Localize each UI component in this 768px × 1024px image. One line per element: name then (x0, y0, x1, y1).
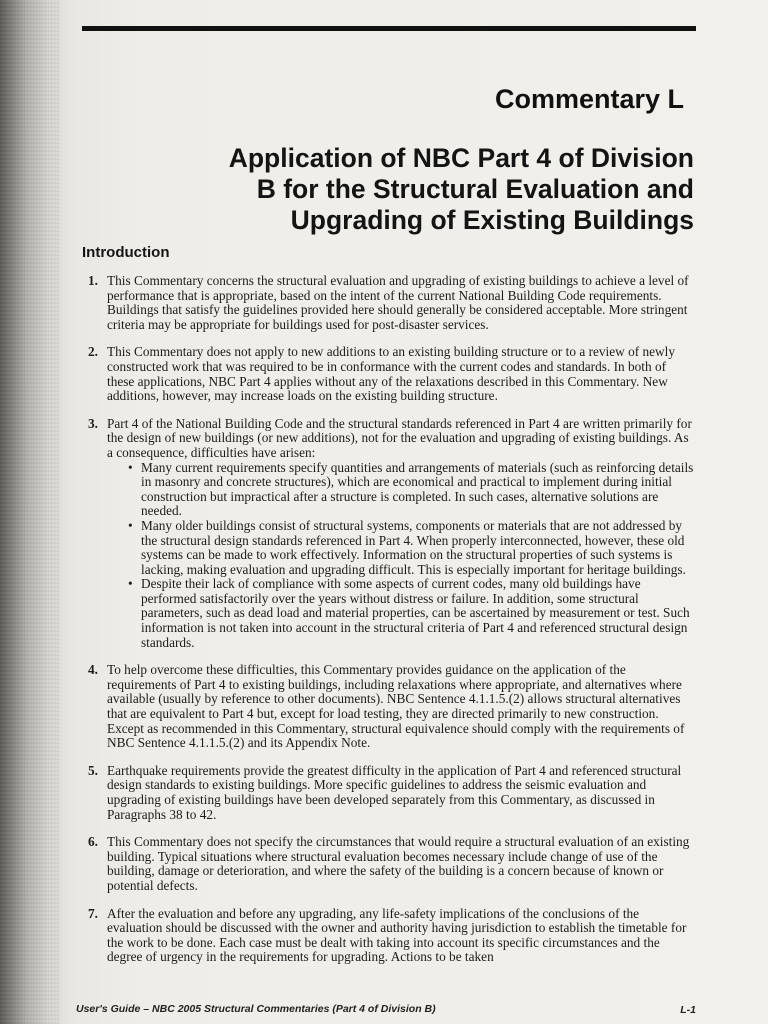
paragraph-5 (88, 764, 696, 822)
paragraph-text: Part 4 of the National Building Code and the structural standards referenced in Part 4 are written primarily for the design of new buildings (or new additions), not for the evaluation and upgrading of existing buildings. As a consequence, difficulties have arisen: (107, 415, 692, 460)
page-number: L-1 (680, 1004, 696, 1016)
paragraph-text: Earthquake requirements provide the greatest difficulty in the application of Part 4 and referenced structural design standards to existing buildings. More specific guidelines to address the seismic evaluation and upgrading of existing buildings have been developed separately from this Commentary, as discussed in Paragraphs 38 to 42. (107, 762, 682, 822)
footer-title: User's Guide – NBC 2005 Structural Commentaries (Part 4 of Division B) (76, 1003, 436, 1015)
page-title (94, 143, 694, 236)
paragraph-text: To help overcome these difficulties, this Commentary provides guidance on the application of the requirements of Part 4 to existing buildings, including relaxations where appropriate, and alternatives where available (usually by reference to other documents). NBC Sentence 4.1.1.5.(2) allows structural alternatives that are equivalent to Part 4 but, except for load testing, they are directed primarily to new construction. Except as recommended in this Commentary, structural equivalence should comply with the requirements of NBC Sentence 4.1.1.5.(2) and its Appendix Note. (107, 662, 685, 751)
section-heading: Introduction (82, 244, 170, 261)
paragraph-number: 7. (88, 905, 98, 921)
title-line: Application of NBC Part 4 of Division (228, 143, 694, 173)
commentary-label: Commentary L (494, 84, 684, 114)
paragraph-text: After the evaluation and before any upgrading, any life-safety implications of the conclusions of the evaluation should be discussed with the owner and authority having jurisdiction to establish the timetable for the work to be done. Each case must be dealt with taking into account its specific circumstances and the degree of urgency in the requirements for upgrading. Actions to be taken (107, 905, 687, 965)
bullet-item: • Despite their lack of compliance with some aspects of current codes, many old buildings have performed satisfactorily over the years without distress or failure. In addition, some structural parameters, such as dead load and material properties, can be ascertained by measurement or test. Such information is not taken into account in the structural criteria of Part 4 and referenced structural design standards. (127, 577, 696, 650)
body-text (88, 274, 696, 978)
paragraph-number: 2. (88, 344, 98, 360)
title-line: B for the Structural Evaluation and (256, 174, 694, 204)
title-line: Upgrading of Existing Buildings (290, 205, 694, 235)
bullet-item: • Many older buildings consist of structural systems, components or materials that are not addressed by the structural design standards referenced in Part 4. When properly interconnected, however, these old systems can be made to work effectively. Information on the structural properties of such systems is lacking, making evaluation and upgrading difficult. This is especially important for heritage buildings. (127, 519, 696, 577)
paragraph-number: 5. (88, 762, 98, 778)
paragraph-body (107, 417, 696, 651)
binding-shadow (0, 0, 60, 1024)
header-rule (82, 26, 696, 31)
paragraph-text: This Commentary does not specify the circumstances that would require a structural evaluation of an existing building. Typical situations where structural evaluation becomes necessary include change of use of the building, damage or deterioration, and where the safety of the building is a concern because of known or potential defects. (107, 834, 690, 893)
paragraph-2 (88, 345, 696, 403)
paragraph-number: 1. (88, 273, 98, 288)
paragraph-number: 4. (88, 662, 98, 678)
paragraph-1 (88, 274, 696, 332)
paragraph-6 (88, 835, 696, 893)
paragraph-4 (88, 663, 696, 751)
paragraph-text: This Commentary does not apply to new additions to an existing building structure or to a review of newly constructed work that was required to be in conformance with the current codes and standards. In both of these applications, NBC Part 4 applies without any of the relaxations described in this Commentary. New additions, however, may increase loads on the existing building structure. (107, 344, 675, 404)
paragraph-number: 6. (88, 834, 98, 850)
paragraph-number: 3. (88, 415, 98, 431)
bullet-list (107, 461, 696, 651)
paragraph-text: This Commentary concerns the structural evaluation and upgrading of existing buildings to achieve a level of performance that is appropriate, based on the intent of the current National Building Code requirements. Buildings that satisfy the guidelines provided here should generally be considered acceptable. More stringent criteria may be appropriate for buildings used for post-disaster services. (107, 273, 689, 332)
bullet-item: • Many current requirements specify quantities and arrangements of materials (such as reinforcing details in masonry and concrete structures), which are economical and practical to implement during initial construction but impractical after a structure is completed. In such cases, alternative solutions are needed. (127, 461, 696, 519)
paragraph-3 (88, 417, 696, 651)
paragraph-7 (88, 907, 696, 965)
